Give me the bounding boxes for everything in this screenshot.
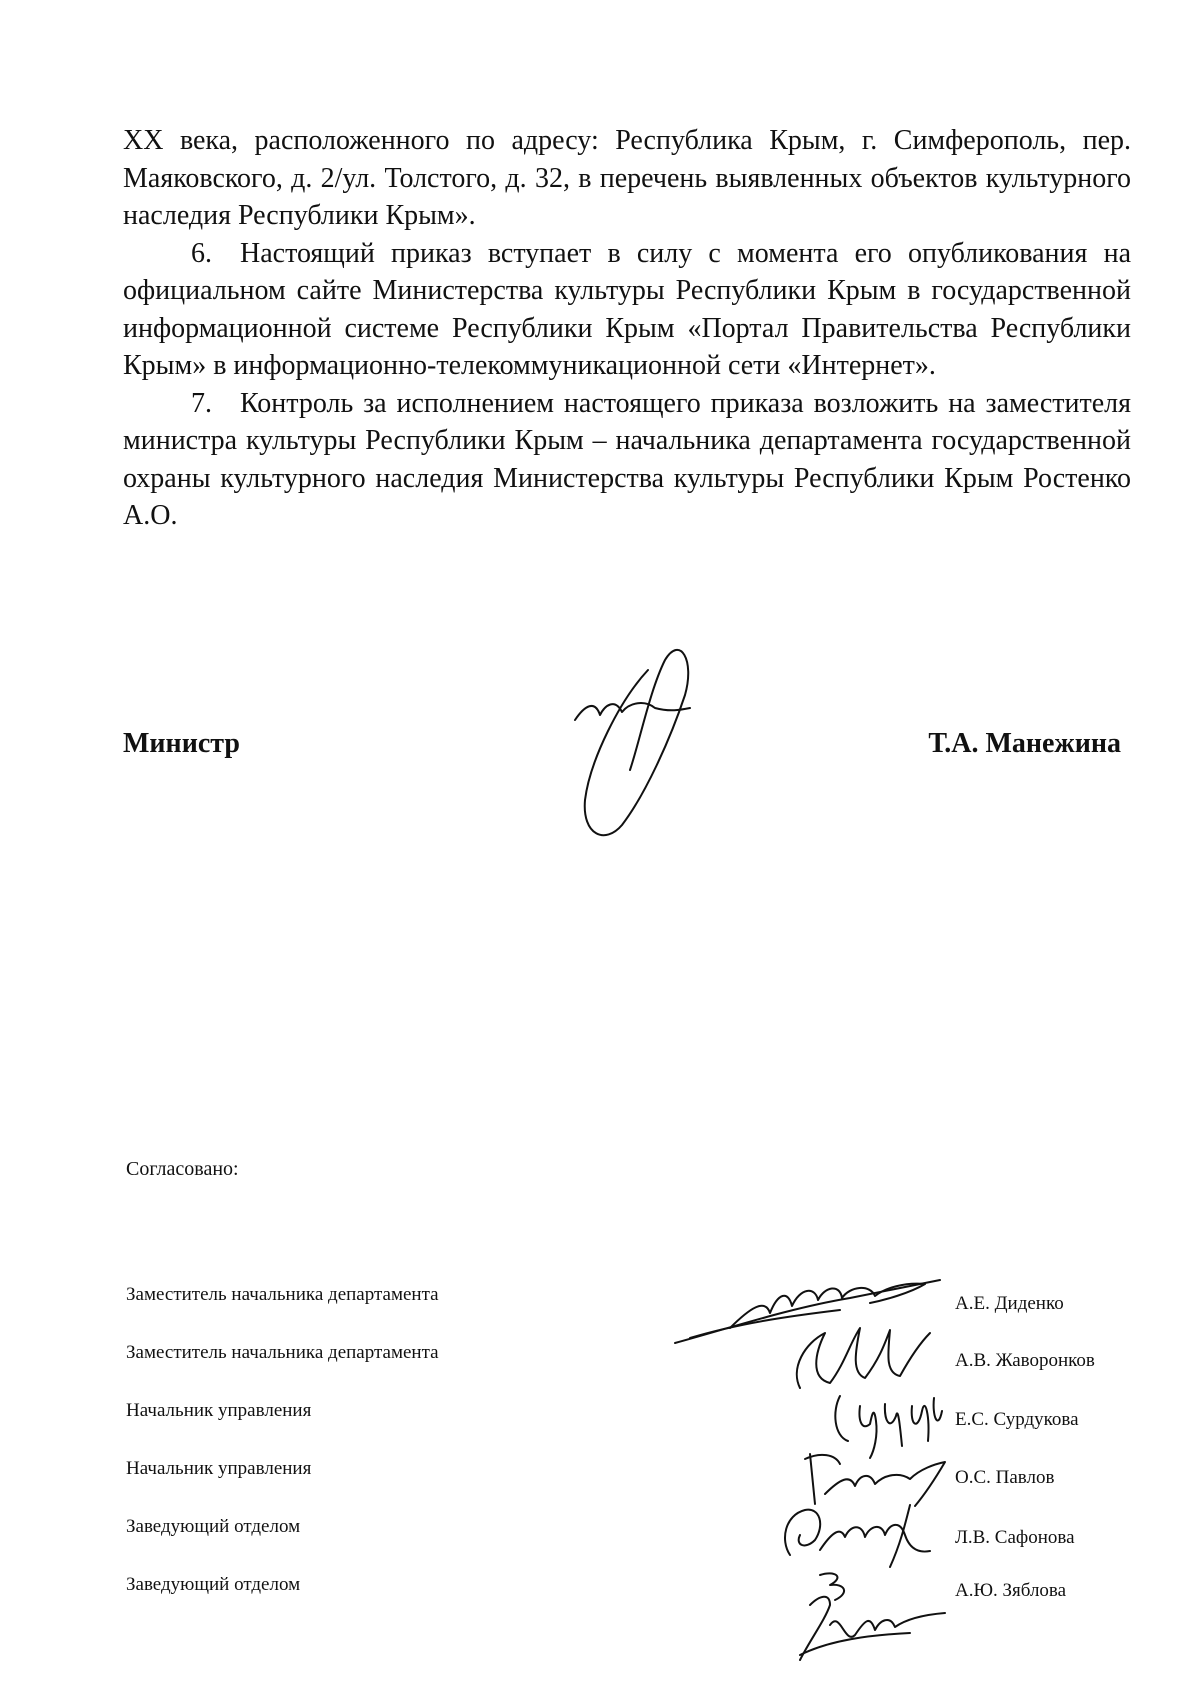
approval-position-5: Заведующий отделом (126, 1516, 301, 1537)
minister-title: Министр (123, 728, 240, 759)
approval-signature-6 (760, 1565, 950, 1665)
approvals-heading: Согласовано: (126, 1158, 239, 1180)
approval-name-2: А.В. Жаворонков (955, 1350, 1095, 1371)
paragraph-6: 6. Настоящий приказ вступает в силу с момента его опубликования на официальном сайте Министерства культуры Республики Крым в государственной информационной системе Республики Крым «Портал Правительства Республики Крым» в информационно-телекоммуникационной сети «Интернет». (123, 237, 1131, 381)
minister-signature (560, 620, 720, 850)
approval-name-5: Л.В. Сафонова (955, 1527, 1075, 1548)
approval-name-6: А.Ю. Зяблова (955, 1580, 1067, 1601)
approval-position-6: Заведующий отделом (126, 1574, 301, 1595)
minister-name: Т.А. Манежина (928, 728, 1121, 759)
approval-position-1: Заместитель начальника департамента (126, 1284, 439, 1305)
approval-name-1: А.Е. Диденко (955, 1293, 1064, 1314)
approval-signature-5 (770, 1495, 940, 1575)
approval-name-4: О.С. Павлов (955, 1467, 1055, 1488)
approval-position-2: Заместитель начальника департамента (126, 1342, 439, 1363)
paragraph-continuation: XX века, расположенного по адресу: Республика Крым, г. Симферополь, пер. Маяковского, д. 2/ул. Толстого, д. 32, в перечень выявленных объектов культурного наследия Республики Крым». (123, 125, 1131, 231)
order-body-text (123, 122, 1131, 535)
paragraph-7: 7. Контроль за исполнением настоящего приказа возложить на заместителя министра культуры Республики Крым – начальника департамента государственной охраны культурного наследия Министерства культуры Республики Крым Ростенко А.О. (123, 387, 1131, 531)
approval-position-4: Начальник управления (126, 1458, 312, 1479)
approval-name-3: Е.С. Сурдукова (955, 1409, 1079, 1430)
approval-position-3: Начальник управления (126, 1400, 312, 1421)
